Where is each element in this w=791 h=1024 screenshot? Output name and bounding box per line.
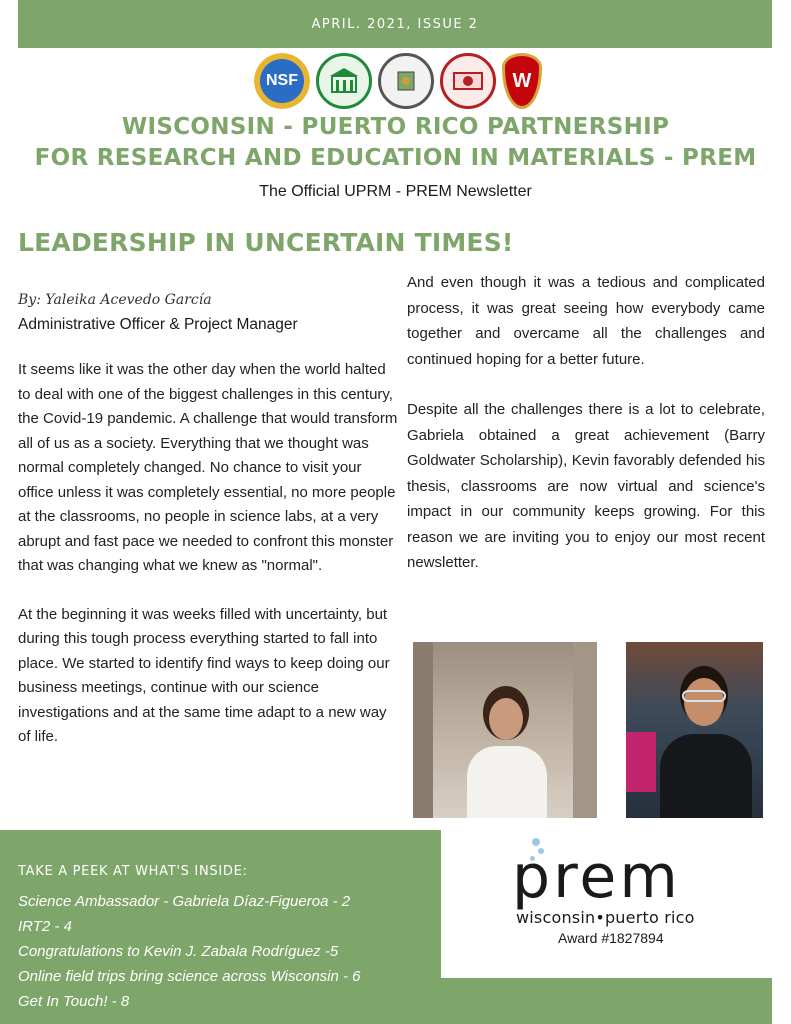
footer-bar — [441, 978, 772, 1024]
nsf-logo-text: NSF — [266, 72, 298, 89]
partnership-title-line2: FOR RESEARCH AND EDUCATION IN MATERIALS - PREM — [34, 145, 757, 171]
inside-contents-box — [0, 830, 441, 1024]
prem-tagline: wisconsin•puerto rico — [516, 908, 695, 927]
inside-item: IRT2 - 4 — [18, 918, 72, 935]
inside-item: Science Ambassador - Gabriela Díaz-Figueroa - 2 — [18, 893, 351, 910]
partnership-title — [0, 112, 791, 174]
uw-logo — [502, 53, 542, 109]
article-heading: LEADERSHIP IN UNCERTAIN TIMES! — [18, 228, 514, 257]
award-number: Award #1827894 — [558, 930, 664, 946]
uw-logo-text: W — [512, 69, 532, 92]
article-paragraph: At the beginning it was weeks filled with uncertainty, but during this tough process everything started to fall into place. We started to identify find ways to keep doing our business meetings, continue with our science investigations and at the same time adapt to a new way of life. — [18, 605, 390, 745]
gabriela-photo — [413, 642, 597, 818]
partner-logos — [254, 52, 542, 110]
author-role: Administrative Officer & Project Manager — [18, 316, 298, 333]
article-left-column — [18, 358, 398, 750]
inside-list — [18, 889, 423, 1014]
prem-wordmark: prem — [512, 842, 681, 912]
partnership-title-line1: WISCONSIN - PUERTO RICO PARTNERSHIP — [121, 114, 670, 140]
red-seal-logo — [440, 53, 496, 109]
issue-label: APRIL. 2021, ISSUE 2 — [311, 16, 479, 32]
article-paragraph: And even though it was a tedious and complicated process, it was great seeing how everybody came together and overcame all the challenges and continued hoping for a better future. — [407, 274, 765, 368]
kevin-photo — [626, 642, 763, 818]
nsf-logo — [254, 53, 310, 109]
newsletter-subtitle: The Official UPRM - PREM Newsletter — [259, 183, 532, 200]
article-paragraph: It seems like it was the other day when the world halted to deal with one of the biggest challenges in this century, the Covid-19 pandemic. A challenge that would transform all of us as a society. Everything that we thought was normal completely changed. No chance to visit your office unless it was completely essential, no more people at the classrooms, no people in science labs, at a very abrupt and fast pace we needed to confront this monster that was changing what we knew as "normal". — [18, 361, 398, 574]
article-byline: By: Yaleika Acevedo García — [18, 292, 212, 308]
inside-item: Get In Touch! - 8 — [18, 993, 130, 1010]
article-paragraph: Despite all the challenges there is a lot to celebrate, Gabriela obtained a great achievement (Barry Goldwater Scholarship), Kevin favorably defended his thesis, classrooms are now virtual and science's impact in our community keeps growing. For this reason we are inviting you to enjoy our most recent newsletter. — [407, 401, 765, 571]
inside-item: Congratulations to Kevin J. Zabala Rodríguez -5 — [18, 943, 339, 960]
green-seal-logo — [316, 53, 372, 109]
article-right-column — [407, 270, 765, 576]
gray-seal-logo — [378, 53, 434, 109]
inside-heading: TAKE A PEEK AT WHAT'S INSIDE: — [18, 864, 248, 879]
issue-banner — [18, 0, 772, 48]
inside-item: Online field trips bring science across Wisconsin - 6 — [18, 968, 361, 985]
